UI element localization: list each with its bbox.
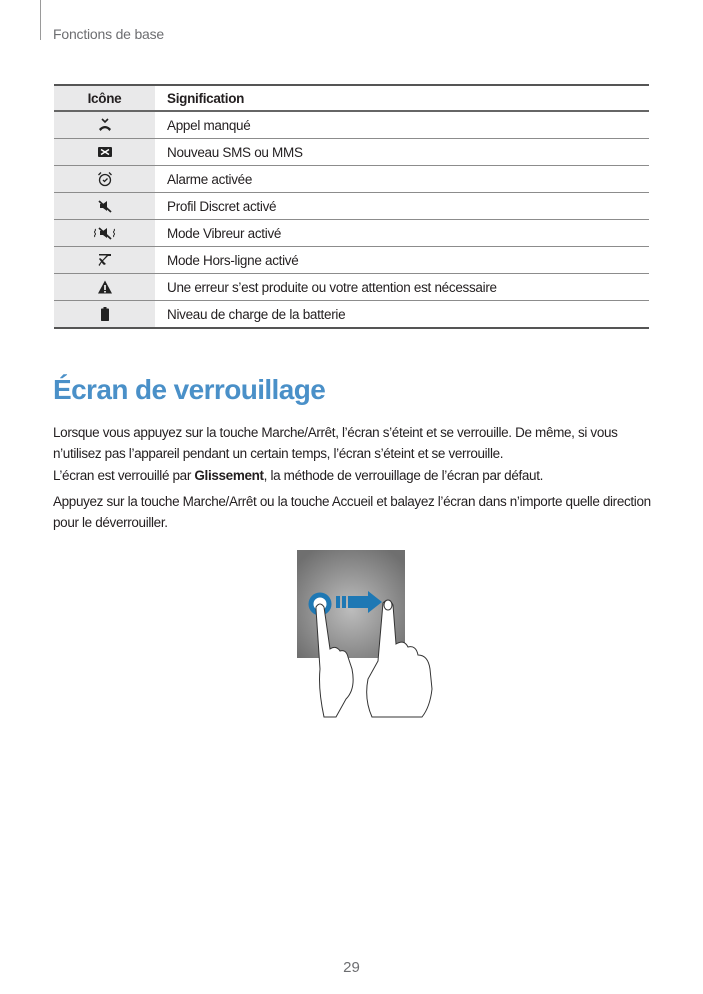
row-meaning: Niveau de charge de la batterie	[155, 301, 649, 329]
paragraph-text: , la méthode de verrouillage de l’écran par défaut.	[263, 468, 544, 483]
margin-rule	[40, 0, 41, 40]
missed-call-icon	[97, 117, 113, 133]
page-number: 29	[343, 959, 360, 976]
table-row	[54, 274, 649, 301]
row-meaning: Alarme activée	[155, 166, 649, 193]
table-row	[54, 111, 649, 139]
paragraph-lock-intro: Lorsque vous appuyez sur la touche Marche/Arrêt, l’écran s’éteint et se verrouille. De même, si vous n’utilisez pas l’appareil pendant un certain temps, l’écran s’éteint et se verrouille.	[53, 425, 618, 461]
row-meaning: Une erreur s’est produite ou votre attention est nécessaire	[155, 274, 649, 301]
column-header-meaning: Signification	[155, 85, 649, 111]
message-envelope-icon	[97, 144, 113, 160]
table-row	[54, 220, 649, 247]
vibrate-icon	[93, 225, 117, 241]
glissement-term: Glissement	[194, 468, 264, 483]
swipe-unlock-illustration	[296, 549, 436, 719]
alarm-clock-icon	[97, 171, 113, 187]
paragraph-default-method	[53, 466, 653, 487]
table-row	[54, 139, 649, 166]
table-row	[54, 166, 649, 193]
row-meaning: Mode Hors-ligne activé	[155, 247, 649, 274]
section-title: Écran de verrouillage	[53, 374, 326, 405]
battery-icon	[97, 306, 113, 322]
mute-speaker-icon	[97, 198, 113, 214]
table-row	[54, 247, 649, 274]
column-header-icon: Icône	[54, 85, 155, 111]
running-head: Fonctions de base	[53, 26, 165, 42]
row-meaning: Appel manqué	[155, 111, 649, 139]
status-icons-table	[54, 84, 649, 329]
paragraph-text: L’écran est verrouillé par	[53, 468, 195, 483]
table-header-row	[54, 85, 649, 111]
row-meaning: Mode Vibreur activé	[155, 220, 649, 247]
paragraph-unlock-instructions: Appuyez sur la touche Marche/Arrêt ou la touche Accueil et balayez l’écran dans n’importe quelle direction pour le déverrouiller.	[53, 494, 651, 530]
airplane-icon	[97, 252, 113, 268]
row-meaning: Profil Discret activé	[155, 193, 649, 220]
warning-triangle-icon	[97, 279, 113, 295]
table-row	[54, 301, 649, 329]
row-meaning: Nouveau SMS ou MMS	[155, 139, 649, 166]
table-row	[54, 193, 649, 220]
